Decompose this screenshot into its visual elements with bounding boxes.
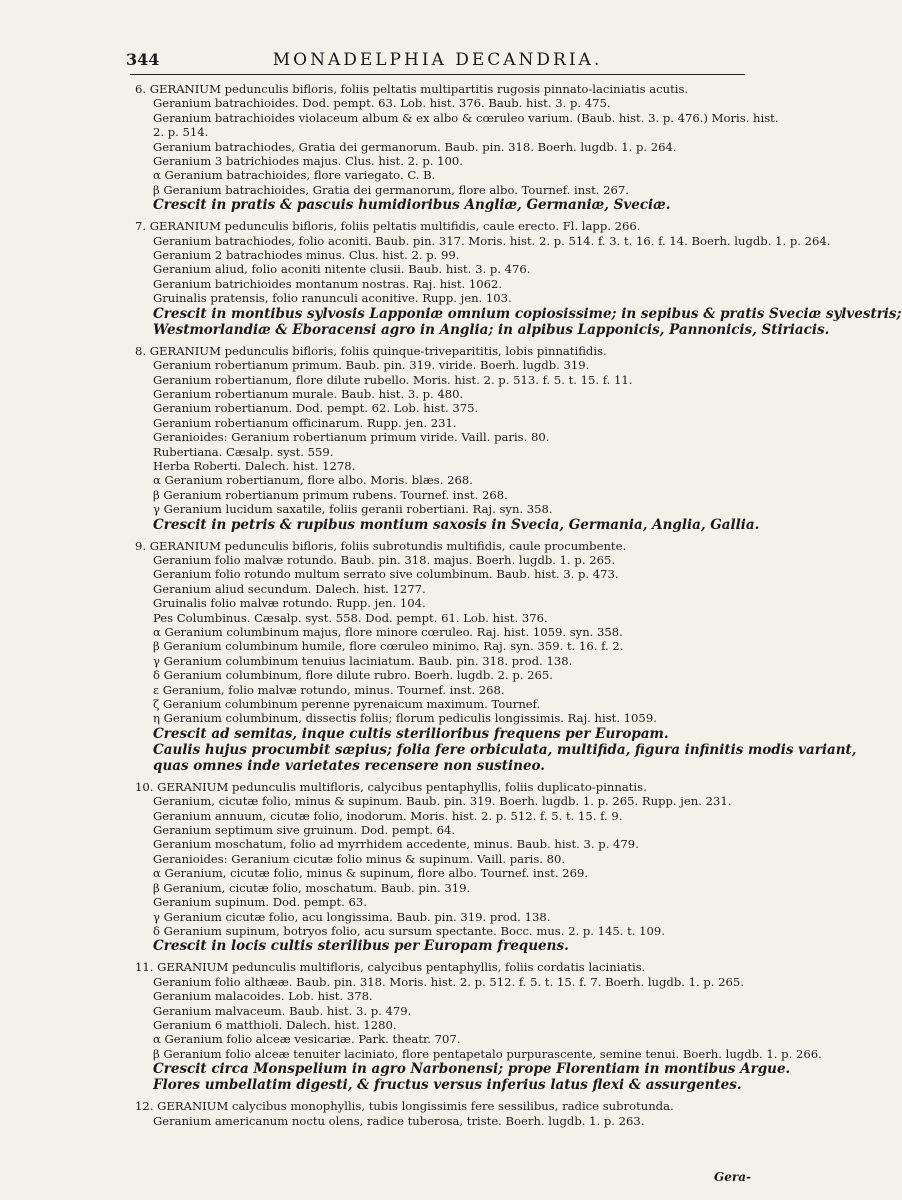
- synonym-line: Geranium folio althææ. Baub. pin. 318. Moris. hist. 2. p. 512. f. 5. t. 15. f. 7. Boerh. lugdb. 1. p. 265.: [153, 974, 744, 989]
- species-entry: [135, 538, 857, 774]
- synonym-line: γ Geranium columbinum tenuius laciniatum. Baub. pin. 318. prod. 138.: [153, 653, 573, 668]
- synonym-line: Geranium batrachioides. Dod. pempt. 63. Lob. hist. 376. Baub. hist. 3. p. 475.: [153, 96, 611, 111]
- synonym-line: α Geranium robertianum, flore albo. Moris. blæs. 268.: [153, 473, 473, 488]
- synonym-line: β Geranium, cicutæ folio, moschatum. Baub. pin. 319.: [153, 880, 471, 895]
- synonym-line: Geranium folio malvæ rotundo. Baub. pin. 318. majus. Boerh. lugdb. 1. p. 265.: [153, 552, 616, 567]
- synonym-line: Geranium robertianum primum. Baub. pin. 319. viride. Boerh. lugdb. 319.: [153, 358, 590, 373]
- synonym-line: Geranioides: Geranium robertianum primum viride. Vaill. paris. 80.: [153, 430, 550, 445]
- synonym-line: Geranium batrachiodes, Gratia dei germanorum. Baub. pin. 318. Boerh. lugdb. 1. p. 264.: [153, 139, 677, 154]
- synonym-line: Geranium malvaceum. Baub. hist. 3. p. 479.: [153, 1003, 412, 1018]
- synonym-line: Geranium 2 batrachiodes minus. Clus. hist. 2. p. 99.: [153, 248, 460, 263]
- synonym-line: Geranium septimum sive gruinum. Dod. pempt. 64.: [153, 823, 456, 838]
- synonym-line: Geranium aliud secundum. Dalech. hist. 1277.: [153, 581, 426, 596]
- synonym-line: Geranium 3 batrichiodes majus. Clus. hist. 2. p. 100.: [153, 154, 463, 169]
- species-diagnosis: 10. GERANIUM pedunculis multifloris, calycibus pentaphyllis, foliis duplicato-pinnatis.: [135, 779, 647, 794]
- synonym-line: Geranium folio rotundo multum serrato sive columbinum. Baub. hist. 3. p. 473.: [153, 567, 619, 582]
- habitat-note: Caulis hujus procumbit sæpius; folia fere orbiculata, multifida, figura infinitis modis variant,: [153, 741, 857, 758]
- synonym-line: Geranium batrichioides montanum nostras. Raj. hist. 1062.: [153, 276, 503, 291]
- species-diagnosis: 8. GERANIUM pedunculis bifloris, foliis quinque-triveparititis, lobis pinnatifidis.: [135, 343, 607, 358]
- synonym-line: β Geranium columbinum humile, flore cœruleo minimo. Raj. syn. 359. t. 16. f. 2.: [153, 639, 624, 654]
- habitat-note: Crescit in montibus sylvosis Lapponiæ omnium copiosissime; in sepibus & pratis Sveciæ sylvestris;: [153, 305, 902, 322]
- synonym-line: Geranium, cicutæ folio, minus & supinum. Baub. pin. 319. Boerh. lugdb. 1. p. 265. Rupp. jen. 231.: [153, 794, 732, 809]
- synonym-line: Geranium 6 matthioli. Dalech. hist. 1280.: [153, 1017, 397, 1032]
- synonym-line: Geranium robertianum, flore dilute rubello. Moris. hist. 2. p. 513. f. 5. t. 15. f. 11.: [153, 372, 633, 387]
- habitat-note: Crescit circa Monspelium in agro Narbonensi; prope Florentiam in montibus Argue.: [153, 1061, 791, 1078]
- species-diagnosis: 9. GERANIUM pedunculis bifloris, foliis subrotundis multifidis, caule procumbente.: [135, 538, 627, 553]
- species-entry: [135, 780, 750, 954]
- synonym-line: β Geranium folio alceæ tenuiter laciniato, flore pentapetalo purpurascente, semine tenui. Boerh. lugdb. 1. p. 266.: [153, 1046, 822, 1061]
- synonym-line: α Geranium folio alceæ vesicariæ. Park. theatr. 707.: [153, 1032, 461, 1047]
- synonym-line: η Geranium columbinum, dissectis foliis; florum pediculis longissimis. Raj. hist. 1059.: [153, 711, 657, 726]
- synonym-line: Geranium americanum noctu olens, radice tuberosa, triste. Boerh. lugdb. 1. p. 263.: [153, 1113, 645, 1128]
- synonym-line: 2. p. 514.: [153, 125, 209, 140]
- synonym-line: Geranium robertianum murale. Baub. hist. 3. p. 480.: [153, 386, 464, 401]
- synonym-line: γ Geranium lucidum saxatile, foliis geranii robertiani. Raj. syn. 358.: [153, 502, 553, 517]
- synonym-line: β Geranium robertianum primum rubens. Tournef. inst. 268.: [153, 487, 508, 502]
- synonym-line: Geranium annuum, cicutæ folio, inodorum. Moris. hist. 2. p. 512. f. 5. t. 15. f. 9.: [153, 808, 623, 823]
- species-entry: [135, 219, 902, 338]
- habitat-note: Crescit in petris & rupibus montium saxosis in Svecia, Germania, Anglia, Gallia.: [153, 516, 760, 533]
- page-number: 344: [126, 50, 160, 69]
- synonym-line: Geranium batrachiodes, folio aconiti. Baub. pin. 317. Moris. hist. 2. p. 514. f. 3. t. 16. f. 14. Boerh. lugdb. 1. p. 264.: [153, 233, 831, 248]
- species-entry: [135, 960, 822, 1094]
- synonym-line: Gruinalis pratensis, folio ranunculi aconitive. Rupp. jen. 103.: [153, 291, 512, 306]
- synonym-line: β Geranium batrachioides, Gratia dei germanorum, flore albo. Tournef. inst. 267.: [153, 182, 629, 197]
- species-entry: [135, 1099, 750, 1128]
- habitat-note: Crescit ad semitas, inque cultis sterilioribus frequens per Europam.: [153, 725, 669, 742]
- species-diagnosis: 7. GERANIUM pedunculis bifloris, foliis peltatis multifidis, caule erecto. Fl. lapp. 266.: [135, 219, 641, 234]
- synonym-line: δ Geranium columbinum, flore dilute rubro. Boerh. lugdb. 2. p. 265.: [153, 668, 553, 683]
- species-entry: [135, 343, 760, 533]
- header-rule: [130, 74, 745, 75]
- species-diagnosis: 6. GERANIUM pedunculis bifloris, foliis peltatis multipartitis rugosis pinnato-laciniatis acutis.: [135, 82, 689, 96]
- synonym-line: Geranium robertianum officinarum. Rupp. jen. 231.: [153, 415, 457, 430]
- synonym-line: α Geranium columbinum majus, flore minore cœruleo. Raj. hist. 1059. syn. 358.: [153, 625, 623, 639]
- synonym-line: Geranium malacoides. Lob. hist. 378.: [153, 989, 373, 1004]
- synonym-line: Rubertiana. Cæsalp. syst. 559.: [153, 444, 334, 459]
- species-diagnosis: 12. GERANIUM calycibus monophyllis, tubis longissimis fere sessilibus, radice subrotunda.: [135, 1099, 674, 1114]
- page-header: [126, 50, 745, 74]
- synonym-line: Geranioides: Geranium cicutæ folio minus & supinum. Vaill. paris. 80.: [153, 851, 566, 866]
- synonym-line: Geranium aliud, folio aconiti nitente clusii. Baub. hist. 3. p. 476.: [153, 262, 531, 277]
- synonym-line: Geranium robertianum. Dod. pempt. 62. Lob. hist. 375.: [153, 401, 479, 416]
- synonym-line: α Geranium, cicutæ folio, minus & supinum, flore albo. Tournef. inst. 269.: [153, 866, 589, 881]
- running-head: MONADELPHIA DECANDRIA.: [272, 50, 603, 70]
- habitat-note: Crescit in pratis & pascuis humidioribus Angliæ, Germaniæ, Sveciæ.: [153, 197, 671, 214]
- synonym-line: Geranium batrachioides violaceum album & ex albo & cœruleo varium. (Baub. hist. 3. p. 476.) Moris. hist.: [153, 110, 779, 125]
- synonym-line: γ Geranium cicutæ folio, acu longissima. Baub. pin. 319. prod. 138.: [153, 909, 551, 924]
- synonym-line: ζ Geranium columbinum perenne pyrenaicum maximum. Tournef.: [153, 697, 541, 712]
- habitat-note: quas omnes inde varietates recensere non sustineo.: [153, 757, 546, 774]
- catchword: Gera-: [714, 1170, 751, 1184]
- synonym-line: Gruinalis folio malvæ rotundo. Rupp. jen. 104.: [153, 596, 426, 611]
- synonym-line: ε Geranium, folio malvæ rotundo, minus. Tournef. inst. 268.: [153, 682, 505, 697]
- synonym-line: Herba Roberti. Dalech. hist. 1278.: [153, 458, 356, 473]
- species-diagnosis: 11. GERANIUM pedunculis multifloris, calycibus pentaphyllis, foliis cordatis laciniatis.: [135, 960, 646, 975]
- habitat-note: Westmorlandiæ & Eboracensi agro in Anglia; in alpibus Lapponicis, Pannonicis, Stiriacis.: [153, 321, 830, 338]
- species-list: [135, 82, 902, 1134]
- synonym-line: Geranium supinum. Dod. pempt. 63.: [153, 895, 367, 910]
- habitat-note: Flores umbellatim digesti, & fructus versus inferius latus flexi & assurgentes.: [153, 1077, 742, 1094]
- synonym-line: δ Geranium supinum, botryos folio, acu sursum spectante. Bocc. mus. 2. p. 145. t. 109.: [153, 923, 665, 938]
- synonym-line: Pes Columbinus. Cæsalp. syst. 558. Dod. pempt. 61. Lob. hist. 376.: [153, 610, 548, 625]
- species-entry: [135, 82, 779, 214]
- synonym-line: α Geranium batrachioides, flore variegato. C. B.: [153, 168, 436, 183]
- synonym-line: Geranium moschatum, folio ad myrrhidem accedente, minus. Baub. hist. 3. p. 479.: [153, 837, 639, 852]
- habitat-note: Crescit in locis cultis sterilibus per Europam frequens.: [153, 938, 569, 955]
